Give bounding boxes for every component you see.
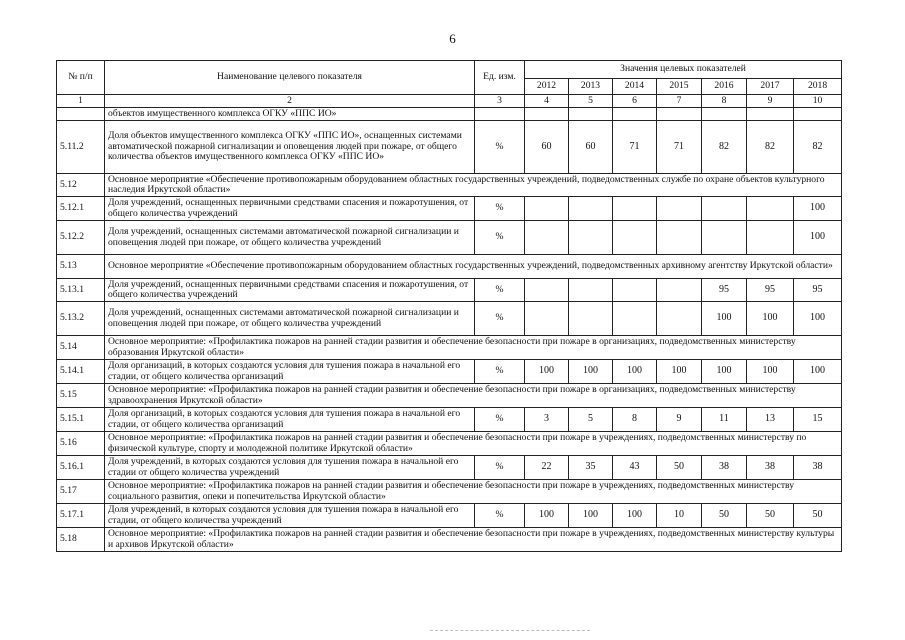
value-cell: 38 [794, 456, 842, 480]
unit-cell: % [475, 456, 525, 480]
unit-cell: % [475, 408, 525, 432]
value-cell: 100 [525, 504, 569, 528]
indicator-name: Доля организаций, в которых создаются условия для тушения пожара в начальной его стадии, от общего количества организаций [105, 360, 475, 384]
indicator-name: Доля учреждений, в которых создаются условия для тушения пожара в начальной его стадии от общего количества учреждений [105, 456, 475, 480]
value-cell [702, 221, 747, 255]
indicator-name: Доля учреждений, оснащенных первичными средствами спасения и пожаротушения, от общего количества учреждений [105, 279, 475, 302]
value-cell: 100 [747, 302, 794, 336]
row-number: 5.16 [57, 432, 105, 456]
main-activity-text: Основное мероприятие: «Профилактика пожаров на ранней стадии развития и обеспечение безопасности при пожаре в учреждениях, подведомственных министерству культуры и архивов Иркутской области» [105, 528, 842, 552]
scan-artifact [430, 630, 590, 633]
value-cell: 38 [702, 456, 747, 480]
value-cell: 100 [794, 221, 842, 255]
value-cell [613, 108, 657, 121]
value-cell: 22 [525, 456, 569, 480]
value-cell [657, 221, 702, 255]
value-cell: 8 [613, 408, 657, 432]
header-year: 2015 [657, 79, 702, 95]
row-number: 5.16.1 [57, 456, 105, 480]
table-row-indicator [57, 197, 842, 221]
indicator-name: Доля учреждений, в которых создаются условия для тушения пожара в начальной его стадии, от общего количества учреждений [105, 504, 475, 528]
value-cell [657, 197, 702, 221]
row-number: 5.13.2 [57, 302, 105, 336]
value-cell: 82 [747, 121, 794, 174]
main-activity-text: Основное мероприятие: «Профилактика пожаров на ранней стадии развития и обеспечение безопасности при пожаре в организациях, подведомственных министерству образования Иркутской области» [105, 336, 842, 360]
indicator-name: Доля организаций, в которых создаются условия для тушения пожара в начальной его стадии, от общего количества организаций [105, 408, 475, 432]
value-cell [657, 302, 702, 336]
unit-cell: % [475, 121, 525, 174]
header-year: 2017 [747, 79, 794, 95]
value-cell: 50 [702, 504, 747, 528]
value-cell: 100 [702, 360, 747, 384]
value-cell [569, 302, 613, 336]
value-cell: 10 [657, 504, 702, 528]
indicator-name: Доля учреждений, оснащенных системами автоматической пожарной сигнализации и оповещения людей при пожаре, от общего количества учреждений [105, 302, 475, 336]
value-cell: 9 [657, 408, 702, 432]
main-activity-text: Основное мероприятие «Обеспечение противопожарным оборудованием областных государственных учреждений, подведомственных службе по охране объектов культурного наследия Иркутской области» [105, 174, 842, 197]
value-cell [569, 197, 613, 221]
value-cell [657, 279, 702, 302]
table-row-main-activity [57, 174, 842, 197]
value-cell: 38 [747, 456, 794, 480]
value-cell [569, 108, 613, 121]
unit-cell: % [475, 360, 525, 384]
table-row-main-activity [57, 480, 842, 504]
table-row-indicator [57, 456, 842, 480]
value-cell: 60 [569, 121, 613, 174]
table-row-indicator [57, 504, 842, 528]
column-number: 5 [569, 95, 613, 108]
indicator-name: Доля объектов имущественного комплекса ОГКУ «ППС ИО», оснащенных системами автоматической пожарной сигнализации и оповещения людей при пожаре, от общего количества объектов имущественного комплекса ОГКУ «ППС ИО» [105, 121, 475, 174]
value-cell: 82 [794, 121, 842, 174]
value-cell [702, 197, 747, 221]
value-cell [525, 302, 569, 336]
indicators-table [56, 60, 842, 552]
value-cell: 100 [794, 197, 842, 221]
value-cell [475, 108, 525, 121]
table-row-main-activity [57, 384, 842, 408]
value-cell: 95 [702, 279, 747, 302]
value-cell [613, 197, 657, 221]
column-number: 2 [105, 95, 475, 108]
value-cell: 100 [794, 360, 842, 384]
value-cell [613, 302, 657, 336]
unit-cell: % [475, 302, 525, 336]
value-cell: 35 [569, 456, 613, 480]
value-cell [569, 221, 613, 255]
value-cell: 100 [747, 360, 794, 384]
value-cell [525, 108, 569, 121]
value-cell: 82 [702, 121, 747, 174]
value-cell: 95 [747, 279, 794, 302]
header-year: 2013 [569, 79, 613, 95]
indicator-name: Доля учреждений, оснащенных системами автоматической пожарной сигнализации и оповещения людей при пожаре, от общего количества учреждений [105, 221, 475, 255]
value-cell [747, 108, 794, 121]
value-cell: 11 [702, 408, 747, 432]
unit-cell: % [475, 197, 525, 221]
value-cell: 100 [569, 360, 613, 384]
value-cell [525, 279, 569, 302]
row-number: 5.15.1 [57, 408, 105, 432]
table-row-continuation [57, 108, 842, 121]
value-cell: 100 [702, 302, 747, 336]
column-numbers-row [57, 95, 842, 108]
value-cell: 50 [657, 456, 702, 480]
table-row-main-activity [57, 336, 842, 360]
main-activity-text: Основное мероприятие: «Профилактика пожаров на ранней стадии развития и обеспечение безопасности при пожаре в организациях, подведомственных министерству здравоохранения Иркутской области» [105, 384, 842, 408]
value-cell [613, 279, 657, 302]
value-cell [794, 108, 842, 121]
value-cell [657, 108, 702, 121]
table-row-main-activity [57, 255, 842, 279]
row-number: 5.13 [57, 255, 105, 279]
value-cell: 3 [525, 408, 569, 432]
header-year: 2014 [613, 79, 657, 95]
table-row-indicator [57, 279, 842, 302]
column-number: 4 [525, 95, 569, 108]
row-number: 5.13.1 [57, 279, 105, 302]
value-cell [613, 221, 657, 255]
row-number: 5.18 [57, 528, 105, 552]
value-cell [747, 221, 794, 255]
row-number: 5.12 [57, 174, 105, 197]
value-cell: 5 [569, 408, 613, 432]
column-number: 1 [57, 95, 105, 108]
value-cell [525, 221, 569, 255]
value-cell: 100 [613, 504, 657, 528]
column-number: 9 [747, 95, 794, 108]
value-cell [569, 279, 613, 302]
header-year: 2016 [702, 79, 747, 95]
value-cell: 100 [657, 360, 702, 384]
column-number: 10 [794, 95, 842, 108]
table-row-indicator [57, 121, 842, 174]
value-cell: 100 [794, 302, 842, 336]
value-cell: 100 [613, 360, 657, 384]
page-number: 6 [449, 31, 456, 46]
table-row-main-activity [57, 528, 842, 552]
header-num: № п/п [57, 61, 105, 95]
value-cell: 100 [525, 360, 569, 384]
value-cell: 50 [794, 504, 842, 528]
row-number: 5.12.2 [57, 221, 105, 255]
value-cell [702, 108, 747, 121]
table-row-indicator [57, 408, 842, 432]
value-cell [525, 197, 569, 221]
unit-cell: % [475, 279, 525, 302]
header-values: Значения целевых показателей [525, 61, 842, 79]
main-activity-text: Основное мероприятие: «Профилактика пожаров на ранней стадии развития и обеспечение безопасности при пожаре в учреждениях, подведомственных министерству социального развития, опеки и попечительства Иркутской области» [105, 480, 842, 504]
column-number: 8 [702, 95, 747, 108]
row-number: 5.11.2 [57, 121, 105, 174]
main-activity-text: Основное мероприятие «Обеспечение противопожарным оборудованием областных государственных учреждений, подведомственных архивному агентству Иркутской области» [105, 255, 842, 279]
table-row-main-activity [57, 432, 842, 456]
value-cell: 100 [569, 504, 613, 528]
table-row-indicator [57, 360, 842, 384]
row-number: 5.12.1 [57, 197, 105, 221]
column-number: 3 [475, 95, 525, 108]
header-name: Наименование целевого показателя [105, 61, 475, 95]
header-year: 2018 [794, 79, 842, 95]
row-number-cell [57, 108, 105, 121]
value-cell: 15 [794, 408, 842, 432]
row-number: 5.15 [57, 384, 105, 408]
unit-cell: % [475, 504, 525, 528]
row-number: 5.14 [57, 336, 105, 360]
indicator-name: объектов имущественного комплекса ОГКУ «ППС ИО» [105, 108, 475, 121]
table-row-indicator [57, 221, 842, 255]
row-number: 5.17.1 [57, 504, 105, 528]
value-cell: 60 [525, 121, 569, 174]
value-cell: 71 [657, 121, 702, 174]
header-unit: Ед. изм. [475, 61, 525, 95]
value-cell: 43 [613, 456, 657, 480]
header-row-top [57, 61, 842, 79]
unit-cell: % [475, 221, 525, 255]
indicator-name: Доля учреждений, оснащенных первичными средствами спасения и пожаротушения, от общего количества учреждений [105, 197, 475, 221]
value-cell [747, 197, 794, 221]
table-row-indicator [57, 302, 842, 336]
value-cell: 71 [613, 121, 657, 174]
value-cell: 50 [747, 504, 794, 528]
value-cell: 95 [794, 279, 842, 302]
main-activity-text: Основное мероприятие: «Профилактика пожаров на ранней стадии развития и обеспечение безопасности при пожаре в учреждениях, подведомственных министерству по физической культуре, спорту и молодежной политике Иркутской области» [105, 432, 842, 456]
column-number: 7 [657, 95, 702, 108]
column-number: 6 [613, 95, 657, 108]
table-body [57, 61, 842, 552]
row-number: 5.17 [57, 480, 105, 504]
value-cell: 13 [747, 408, 794, 432]
header-year: 2012 [525, 79, 569, 95]
row-number: 5.14.1 [57, 360, 105, 384]
